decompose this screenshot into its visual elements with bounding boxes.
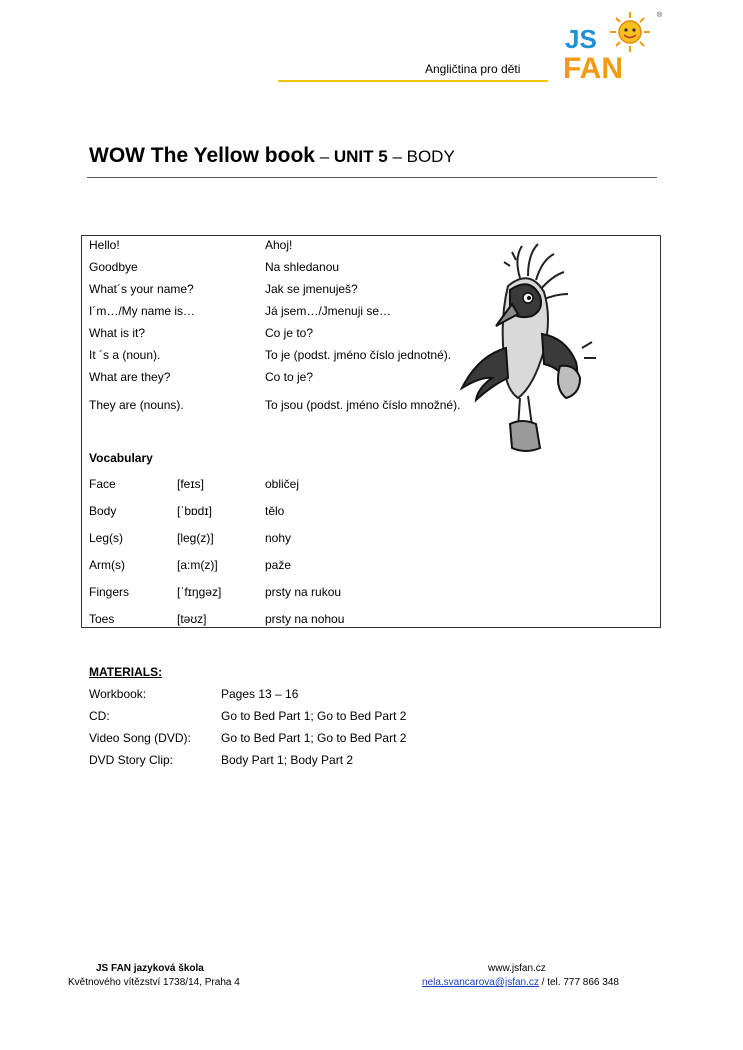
phrase-cz: Já jsem…/Jmenuji se… — [265, 304, 392, 318]
material-label: DVD Story Clip: — [89, 753, 174, 767]
vocabulary-heading: Vocabulary — [89, 451, 153, 465]
material-value: Go to Bed Part 1; Go to Bed Part 2 — [221, 709, 407, 723]
phrase-cz: Ahoj! — [265, 238, 293, 252]
material-value: Pages 13 – 16 — [221, 687, 299, 701]
vocab-cz: prsty na nohou — [265, 612, 345, 626]
jsfan-logo — [560, 8, 668, 82]
phrase-en: They are (nouns). — [89, 398, 184, 412]
vocab-ipa: [feɪs] — [177, 477, 204, 491]
phrase-en: Goodbye — [89, 260, 138, 274]
phrase-en: I´m…/My name is… — [89, 304, 196, 318]
header-subtitle: Angličtina pro děti — [425, 62, 521, 76]
footer-email-link[interactable]: nela.svancarova@jsfan.cz — [422, 977, 539, 988]
title-separator: – — [387, 147, 407, 166]
vocab-ipa: [təʊz] — [177, 612, 207, 626]
phrase-cz: To je (podst. jméno číslo jednotné). — [265, 348, 452, 362]
phrase-en: What is it? — [89, 326, 146, 340]
phrase-cz: Co je to? — [265, 326, 314, 340]
page-title — [89, 144, 455, 168]
footer-phone: / tel. 777 866 348 — [538, 977, 619, 988]
vocab-cz: prsty na rukou — [265, 585, 342, 599]
footer-contact — [422, 977, 619, 988]
footer-school-name: JS FAN jazyková škola — [96, 963, 204, 974]
phrase-en: What are they? — [89, 370, 171, 384]
logo-fan-text: FAN — [563, 52, 623, 82]
vocab-word: Face — [89, 477, 116, 491]
footer-website: www.jsfan.cz — [488, 963, 546, 974]
material-label: Workbook: — [89, 687, 147, 701]
materials-heading: MATERIALS: — [89, 665, 163, 679]
vocab-cz: obličej — [265, 477, 300, 491]
vocab-ipa: [a:m(z)] — [177, 558, 218, 572]
vocab-ipa: [leg(z)] — [177, 531, 214, 545]
vocab-cz: tělo — [265, 504, 285, 518]
header-divider — [278, 80, 548, 82]
title-unit: UNIT 5 — [333, 147, 388, 166]
material-label: Video Song (DVD): — [89, 731, 191, 745]
registered-mark: ® — [657, 12, 663, 19]
title-book: WOW The Yellow book — [89, 144, 315, 167]
material-value: Body Part 1; Body Part 2 — [221, 753, 354, 767]
sun-icon — [610, 12, 650, 52]
vocab-word: Arm(s) — [89, 558, 125, 572]
crow-illustration — [448, 238, 606, 460]
vocab-ipa: [ˈbɒdɪ] — [177, 504, 212, 518]
vocab-ipa: [ˈfɪŋgəz] — [177, 585, 222, 599]
phrase-en: It ´s a (noun). — [89, 348, 161, 362]
phrase-en: Hello! — [89, 238, 120, 252]
vocab-word: Fingers — [89, 585, 130, 599]
material-value: Go to Bed Part 1; Go to Bed Part 2 — [221, 731, 407, 745]
logo-js-text: JS — [565, 24, 597, 54]
vocab-word: Leg(s) — [89, 531, 124, 545]
phrase-cz: Na shledanou — [265, 260, 340, 274]
phrase-cz: To jsou (podst. jméno číslo množné). — [265, 398, 461, 412]
phrase-cz: Jak se jmenuješ? — [265, 282, 358, 296]
vocab-word: Body — [89, 504, 117, 518]
title-separator: – — [314, 147, 334, 166]
material-label: CD: — [89, 709, 110, 723]
footer-address: Květnového vítězství 1738/14, Praha 4 — [68, 977, 240, 988]
title-topic: BODY — [406, 147, 455, 166]
vocab-cz: paže — [265, 558, 292, 572]
vocab-word: Toes — [89, 612, 115, 626]
phrase-cz: Co to je? — [265, 370, 314, 384]
title-rule — [87, 177, 657, 178]
vocab-cz: nohy — [265, 531, 292, 545]
phrase-en: What´s your name? — [89, 282, 194, 296]
